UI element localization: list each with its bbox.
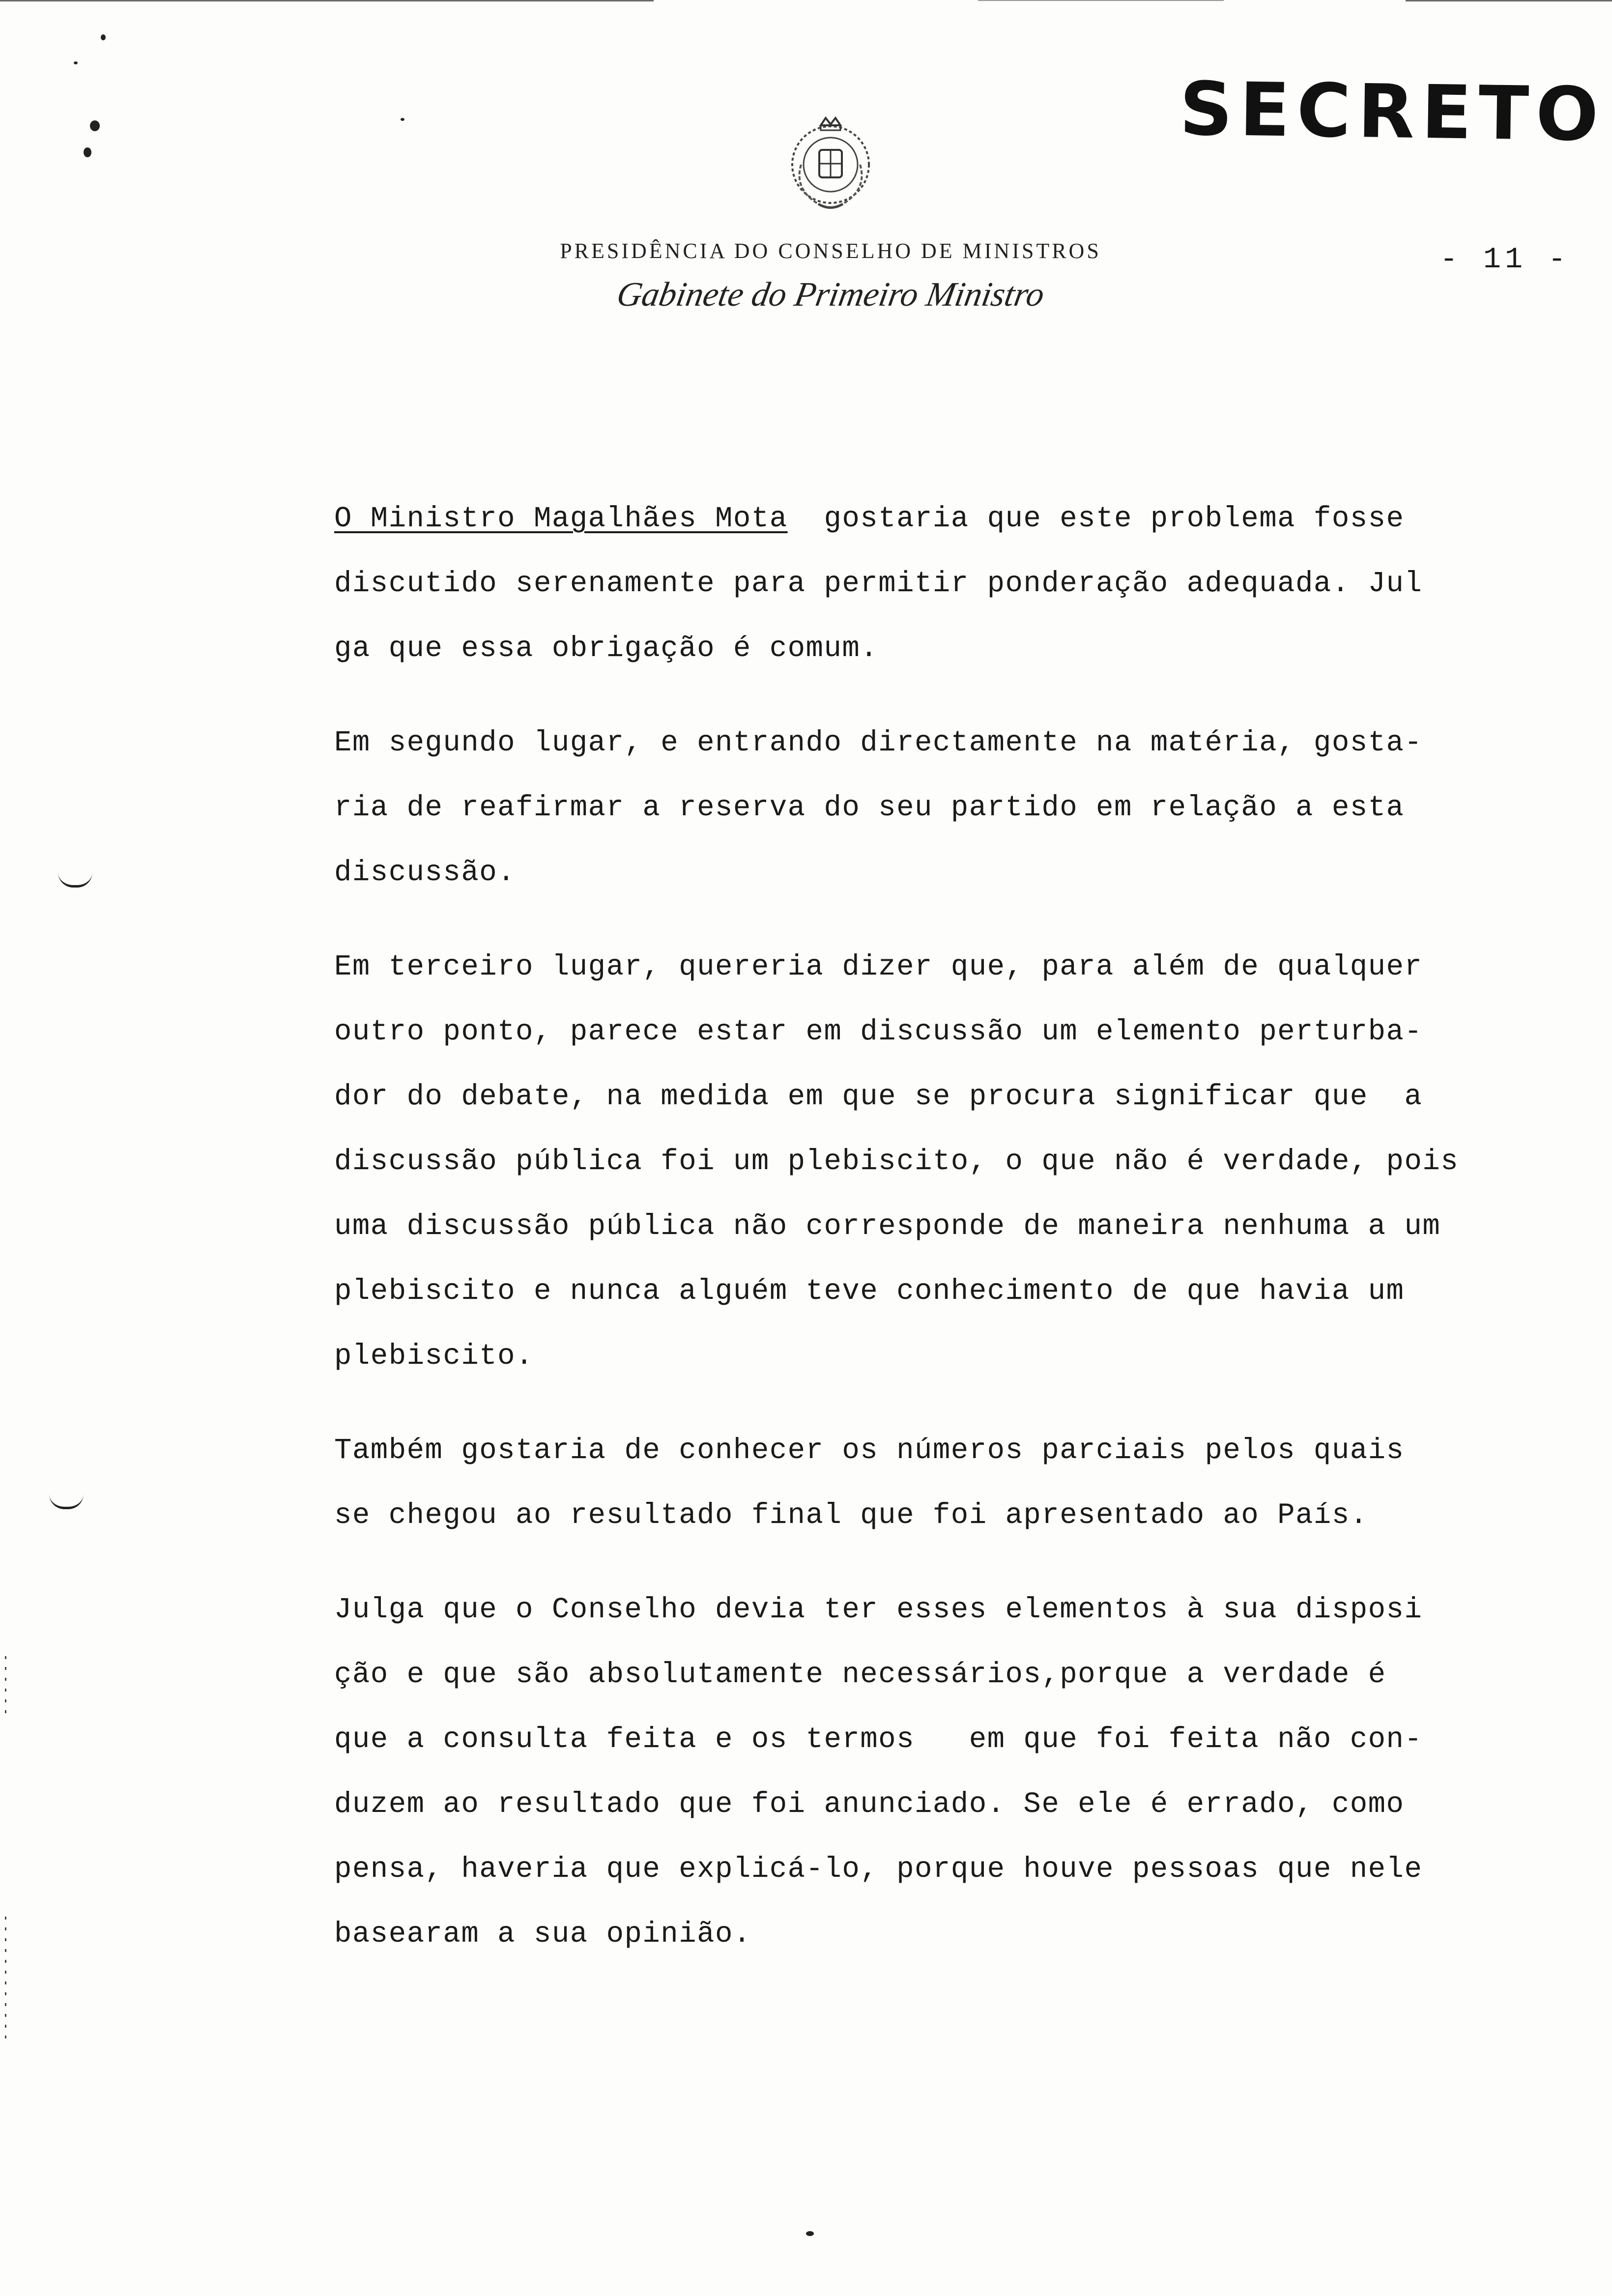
text-line [334, 1324, 1504, 1389]
document-body [334, 487, 1504, 1996]
paragraph [334, 935, 1504, 1389]
text-line [334, 775, 1504, 840]
line-text: uma discussão pública não corresponde de maneira nenhuma a um [334, 1210, 1441, 1243]
paragraph [334, 1418, 1504, 1548]
line-text: plebiscito. [334, 1340, 534, 1373]
text-line [334, 616, 1504, 681]
line-text: outro ponto, parece estar em discussão um elemento perturba- [334, 1015, 1423, 1048]
text-line [334, 1000, 1504, 1064]
coat-of-arms-seal [774, 106, 887, 219]
top-scan-line [1406, 0, 1612, 1]
page-number: - 11 - [1440, 243, 1570, 277]
line-text: dor do debate, na medida em que se procura significar que a [334, 1080, 1423, 1113]
margin-dot [84, 147, 91, 157]
text-line [334, 1483, 1504, 1548]
text-line [334, 1194, 1504, 1259]
line-text: se chegou ao resultado final que foi apresentado ao País. [334, 1499, 1368, 1532]
line-text: Em terceiro lugar, quereria dizer que, para além de qualquer [334, 950, 1423, 983]
line-text: duzem ao resultado que foi anunciado. Se ele é errado, como [334, 1788, 1405, 1821]
line-text: gostaria que este problema fosse [787, 502, 1405, 535]
line-text: que a consulta feita e os termos em que foi feita não con- [334, 1723, 1423, 1756]
paragraph [334, 487, 1504, 681]
line-text: discussão. [334, 856, 516, 889]
classification-stamp: SECRETO [1179, 66, 1606, 158]
line-text: ga que essa obrigação é comum. [334, 632, 879, 665]
text-line [334, 1707, 1504, 1772]
margin-dot [90, 120, 100, 131]
text-line [334, 711, 1504, 775]
line-text: pensa, haveria que explicá-lo, porque houve pessoas que nele [334, 1853, 1423, 1886]
text-line [334, 1418, 1504, 1483]
top-scan-line [0, 0, 654, 1]
organization-heading: PRESIDÊNCIA DO CONSELHO DE MINISTROS [560, 239, 1101, 263]
line-text: Também gostaria de conhecer os números parciais pelos quais [334, 1434, 1405, 1467]
top-scan-line [978, 0, 1224, 1]
text-line [334, 935, 1504, 1000]
paragraph [334, 1578, 1504, 1967]
margin-binding-mark [58, 872, 92, 888]
margin-binding-mark [49, 1494, 84, 1509]
text-line [334, 1642, 1504, 1707]
text-line [334, 1578, 1504, 1642]
line-text: ria de reafirmar a reserva do seu partido em relação a esta [334, 791, 1405, 824]
paragraph [334, 711, 1504, 905]
text-line [334, 1772, 1504, 1837]
line-text: Em segundo lugar, e entrando directamente na matéria, gosta- [334, 726, 1423, 759]
text-line [334, 1902, 1504, 1967]
line-text: discussão pública foi um plebiscito, o que não é verdade, pois [334, 1145, 1459, 1178]
text-line [334, 551, 1504, 616]
text-line [334, 1837, 1504, 1902]
text-line [334, 1064, 1504, 1129]
margin-dot [401, 118, 404, 121]
line-text: Julga que o Conselho devia ter esses elementos à sua disposi [334, 1593, 1423, 1626]
text-line [334, 1259, 1504, 1324]
text-line [334, 840, 1504, 905]
underlined-speaker-name: O Ministro Magalhães Mota [334, 502, 788, 535]
left-edge-dots [5, 1917, 6, 2044]
text-line [334, 487, 1504, 551]
margin-dot [806, 2231, 814, 2236]
line-text: discutido serenamente para permitir ponderação adequada. Jul [334, 567, 1423, 600]
left-edge-dots [5, 1656, 6, 1715]
text-line [334, 1129, 1504, 1194]
margin-dot [74, 61, 78, 64]
margin-dot [101, 34, 106, 40]
line-text: plebiscito e nunca alguém teve conhecimento de que havia um [334, 1275, 1405, 1308]
cabinet-heading: Gabinete do Primeiro Ministro [614, 276, 1047, 314]
line-text: ção e que são absolutamente necessários,porque a verdade é [334, 1658, 1386, 1691]
line-text: basearam a sua opinião. [334, 1918, 751, 1951]
